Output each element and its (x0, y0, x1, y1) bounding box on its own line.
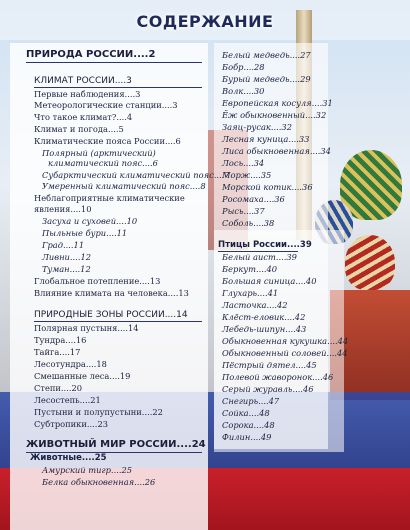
toc-entry: Птицы России....39 (218, 240, 312, 250)
page-title: СОДЕРЖАНИЕ (136, 12, 274, 31)
toc-entry: Тундра....16 (34, 335, 87, 345)
toc-entry: Умеренный климатический пояс....8 (42, 181, 206, 191)
toc-entry: Ласточка....42 (222, 300, 288, 310)
toc-entry: ПРИРОДНЫЕ ЗОНЫ РОССИИ....14 (34, 310, 188, 320)
toc-entry: Лебедь-шипун....43 (222, 324, 307, 334)
toc-entry: Белка обыкновенная....26 (42, 477, 156, 487)
toc-entry: Полярная пустыня....14 (34, 323, 139, 333)
toc-entry: Снегирь....47 (222, 396, 280, 406)
cathedral-dome-red (345, 235, 395, 290)
toc-entry: Филин....49 (222, 432, 272, 442)
toc-entry: Субтропики....23 (34, 419, 109, 429)
toc-entry: Неблагоприятные климатические (34, 193, 185, 203)
toc-entry: Беркут....40 (222, 264, 278, 274)
toc-entry: Смешанные леса....19 (34, 371, 131, 381)
toc-entry: Морской котик....36 (222, 182, 313, 192)
toc-entry: Соболь....38 (222, 218, 275, 228)
toc-entry: Большая синица....40 (222, 276, 317, 286)
section-underline (34, 87, 202, 88)
toc-entry: Европейская косуля....31 (222, 98, 333, 108)
toc-entry: Ёж обыкновенный....32 (222, 110, 327, 120)
toc-entry: Что такое климат?....4 (34, 112, 133, 122)
toc-entry: Глухарь....41 (222, 288, 279, 298)
toc-entry: Животные....25 (30, 453, 107, 463)
toc-entry: Обыкновенная кукушка....44 (222, 336, 349, 346)
toc-entry: Бурый медведь....29 (222, 74, 311, 84)
toc-entry: климатический пояс....6 (48, 158, 158, 168)
toc-entry: Амурский тигр....25 (42, 465, 133, 475)
toc-entry: ПРИРОДА РОССИИ....2 (26, 49, 156, 60)
toc-entry: Пыльные бури....11 (42, 228, 128, 238)
toc-entry: Клёст-еловик....42 (222, 312, 306, 322)
toc-entry: Лесостепь....21 (34, 395, 101, 405)
toc-entry: Полевой жаворонок....46 (222, 372, 334, 382)
toc-entry: Засуха и суховей....10 (42, 216, 138, 226)
toc-entry: Субарктический климатический пояс....7 (42, 170, 230, 180)
toc-entry: Глобальное потепление....13 (34, 276, 161, 286)
toc-entry: Росомаха....36 (222, 194, 285, 204)
toc-entry: Сойка....48 (222, 408, 270, 418)
toc-entry: Волк....30 (222, 86, 265, 96)
toc-entry: Метеорологические станции....3 (34, 100, 178, 110)
toc-entry: Полярный (арктический) (42, 148, 156, 158)
toc-entry: Степи....20 (34, 383, 83, 393)
toc-entry: Лось....34 (222, 158, 265, 168)
toc-entry: КЛИМАТ РОССИИ....3 (34, 76, 132, 86)
toc-entry: Пёстрый дятел....45 (222, 360, 317, 370)
toc-entry: Сорока....48 (222, 420, 275, 430)
toc-entry: Лиса обыкновенная....34 (222, 146, 331, 156)
toc-entry: Морж....35 (222, 170, 272, 180)
toc-entry: Град....11 (42, 240, 85, 250)
toc-entry: Обыкновенный соловей....44 (222, 348, 348, 358)
toc-entry: Туман....12 (42, 264, 91, 274)
toc-entry: Влияние климата на человека....13 (34, 288, 189, 298)
toc-entry: Белый аист....39 (222, 252, 297, 262)
toc-entry: Белый медведь....27 (222, 50, 311, 60)
toc-entry: Лесотундра....18 (34, 359, 107, 369)
section-underline (26, 62, 202, 63)
toc-entry: явления....10 (34, 204, 92, 214)
toc-entry: Климат и погода....5 (34, 124, 124, 134)
toc-entry: Тайга....17 (34, 347, 81, 357)
toc-entry: Рысь....37 (222, 206, 265, 216)
toc-entry: Первые наблюдения....3 (34, 89, 141, 99)
toc-entry: Лесная куница....33 (222, 134, 310, 144)
toc-entry: Серый журавль....46 (222, 384, 314, 394)
toc-entry: Климатические пояса России....6 (34, 136, 181, 146)
toc-entry: Пустыни и полупустыни....22 (34, 407, 163, 417)
toc-entry: Ливни....12 (42, 252, 92, 262)
toc-entry: ЖИВОТНЫЙ МИР РОССИИ....24 (26, 439, 206, 450)
toc-entry: Бобр....28 (222, 62, 265, 72)
section-underline (34, 321, 202, 322)
toc-entry: Заяц-русак....32 (222, 122, 292, 132)
